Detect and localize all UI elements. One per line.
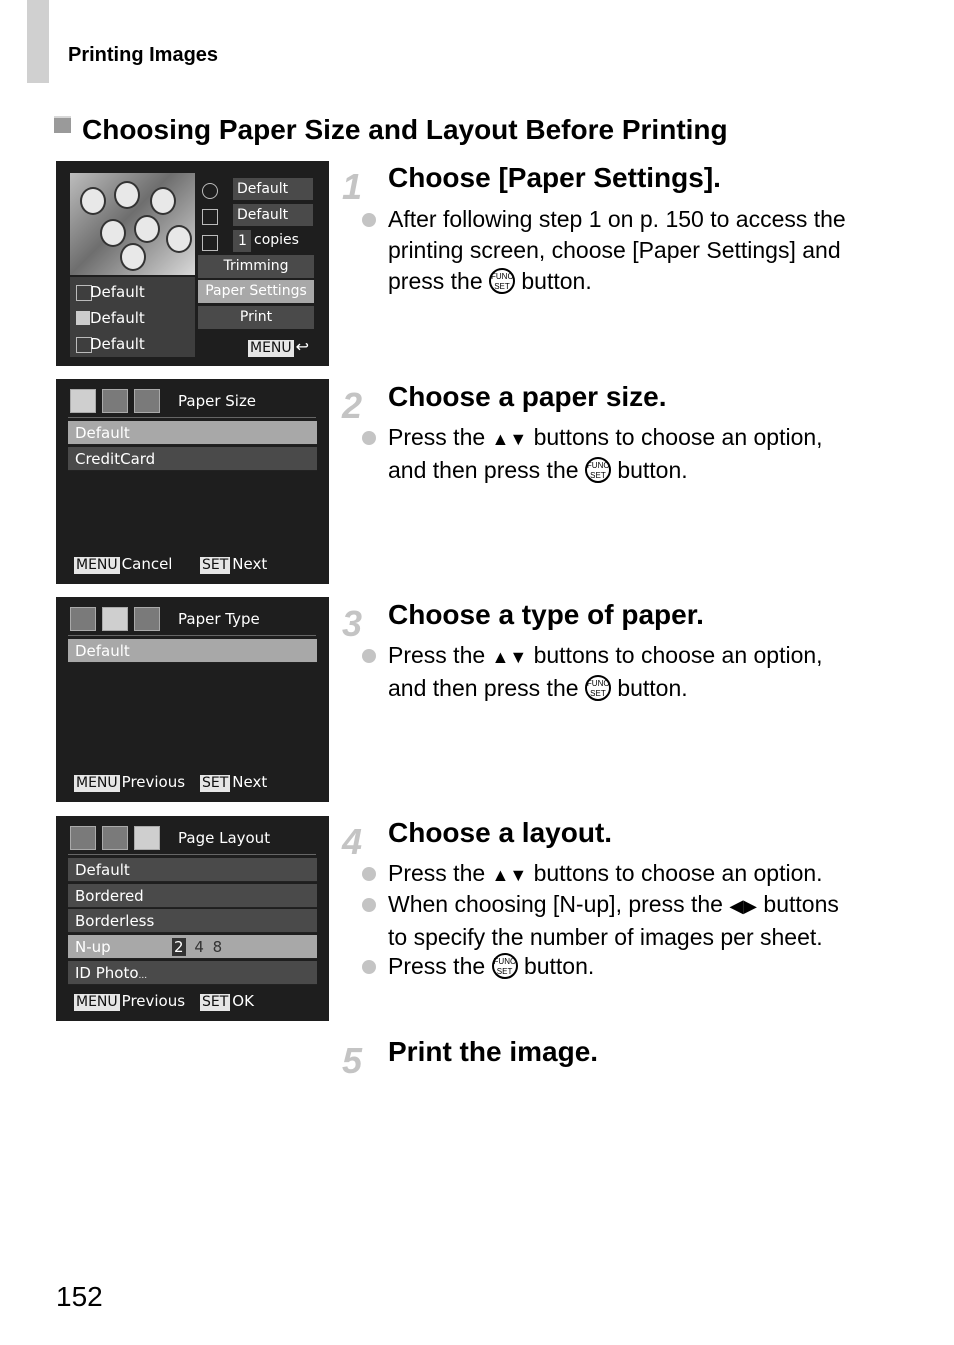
up-down-arrows-icon: ▲▼ bbox=[491, 647, 528, 667]
face-icon bbox=[100, 219, 126, 247]
bullet-text: Press the bbox=[388, 424, 486, 450]
step-number: 3 bbox=[342, 603, 363, 644]
step-title: Choose a paper size. bbox=[388, 381, 667, 412]
previous-button[interactable] bbox=[74, 992, 185, 1011]
ok-label: OK bbox=[232, 992, 254, 1010]
paper-size-tab-icon bbox=[70, 826, 96, 850]
next-button[interactable] bbox=[200, 773, 267, 792]
option-default[interactable]: Default bbox=[68, 639, 317, 663]
set-key-label: SET bbox=[202, 557, 229, 573]
bullet-text: buttons to specify the number of images per sheet. bbox=[388, 891, 839, 950]
paper-size-tab-icon bbox=[70, 389, 96, 413]
return-arrow-icon: ↩ bbox=[295, 337, 310, 356]
page-layout-tab-icon bbox=[134, 607, 160, 631]
print-image-thumbnail bbox=[70, 173, 195, 275]
paper-type-icon bbox=[76, 311, 90, 325]
face-icon bbox=[120, 243, 146, 271]
set-key-label: SET bbox=[202, 994, 229, 1010]
next-label: Next bbox=[232, 555, 268, 573]
copies-count[interactable]: 1 bbox=[233, 230, 251, 252]
bullet-text: buttons to choose an option, and then press the bbox=[388, 424, 823, 483]
bullet-text: Press the bbox=[388, 860, 486, 886]
screen-title: Page Layout bbox=[178, 829, 271, 847]
menu-key-label: MENU bbox=[76, 557, 118, 573]
n-up-value[interactable]: 4 bbox=[194, 938, 204, 956]
menu-back-button[interactable] bbox=[248, 337, 309, 357]
face-icon bbox=[166, 225, 192, 253]
step-bullet bbox=[362, 858, 852, 891]
step-number: 4 bbox=[342, 821, 363, 862]
menu-key-label: MENU bbox=[76, 775, 118, 791]
bullet-text: When choosing [N-up], press the bbox=[388, 891, 723, 917]
paper-type-tab-icon bbox=[102, 389, 128, 413]
set-key-label: SET bbox=[202, 775, 229, 791]
previous-label: Previous bbox=[121, 773, 186, 791]
step-bullet bbox=[362, 422, 852, 486]
screen-title: Paper Size bbox=[178, 392, 257, 410]
file-number-setting[interactable]: Default bbox=[233, 204, 313, 226]
paper-settings-button[interactable]: Paper Settings bbox=[198, 280, 314, 303]
face-icon bbox=[134, 215, 160, 243]
step-number: 2 bbox=[342, 385, 363, 426]
copies-icon bbox=[202, 235, 218, 251]
step-bullet bbox=[362, 640, 852, 704]
page-number: 152 bbox=[56, 1281, 103, 1312]
step-title: Choose a layout. bbox=[388, 817, 613, 848]
bullet-text: button. bbox=[617, 675, 688, 701]
face-icon bbox=[114, 181, 140, 209]
print-button[interactable]: Print bbox=[198, 306, 314, 329]
date-setting[interactable]: Default bbox=[233, 178, 313, 200]
next-label: Next bbox=[232, 773, 268, 791]
page-layout-tab-icon bbox=[134, 826, 160, 850]
paper-size-value: Default bbox=[90, 283, 145, 301]
paper-type-tab-icon bbox=[102, 607, 128, 631]
trimming-button[interactable]: Trimming bbox=[198, 255, 314, 278]
option-id-photo[interactable]: ID Photo... bbox=[68, 961, 317, 985]
bullet-text: After following step 1 on p. 150 to access the printing screen, choose [Paper Settings] and press the bbox=[388, 206, 846, 294]
header-tab-marker bbox=[27, 0, 49, 83]
page-layout-tab-icon bbox=[134, 389, 160, 413]
camera-screen-paper-type bbox=[56, 597, 329, 802]
paper-type-tab-icon bbox=[102, 826, 128, 850]
page-layout-value: Default bbox=[90, 335, 145, 353]
paper-settings-summary bbox=[70, 277, 195, 357]
id-photo-label: ID Photo bbox=[75, 964, 139, 982]
option-default[interactable]: Default bbox=[68, 858, 317, 882]
copies-label: copies bbox=[254, 232, 299, 248]
bullet-text: button. bbox=[617, 457, 688, 483]
step-bullet bbox=[362, 204, 852, 297]
func-set-button-icon: FUNC SET bbox=[585, 675, 611, 701]
bullet-text: Press the bbox=[388, 642, 486, 668]
date-icon bbox=[202, 183, 218, 199]
func-set-button-icon: FUNC SET bbox=[585, 457, 611, 483]
previous-label: Previous bbox=[121, 992, 186, 1010]
cancel-button[interactable] bbox=[74, 555, 172, 574]
bullet-text: Press the bbox=[388, 953, 486, 979]
step-number: 5 bbox=[342, 1040, 363, 1081]
option-default[interactable]: Default bbox=[68, 421, 317, 445]
step-number: 1 bbox=[342, 166, 363, 207]
next-button[interactable] bbox=[200, 555, 267, 574]
menu-key-label: MENU bbox=[250, 340, 292, 356]
bullet-text: buttons to choose an option. bbox=[533, 860, 823, 886]
ok-button[interactable] bbox=[200, 992, 254, 1011]
face-icon bbox=[150, 187, 176, 215]
camera-screen-page-layout bbox=[56, 816, 329, 1021]
func-set-button-icon: FUNC SET bbox=[489, 268, 515, 294]
up-down-arrows-icon: ▲▼ bbox=[491, 429, 528, 449]
option-borderless[interactable]: Borderless bbox=[68, 909, 317, 933]
page-title: Choosing Paper Size and Layout Before Printing bbox=[82, 114, 728, 145]
step-bullet bbox=[362, 951, 852, 982]
option-creditcard[interactable]: CreditCard bbox=[68, 447, 317, 471]
camera-screen-paper-size bbox=[56, 379, 329, 584]
section-header: Printing Images bbox=[68, 44, 219, 66]
left-right-arrows-icon: ◀▶ bbox=[729, 896, 758, 916]
camera-screen-print-menu bbox=[56, 161, 329, 366]
step-title: Choose a type of paper. bbox=[388, 599, 704, 630]
cancel-label: Cancel bbox=[121, 555, 173, 573]
screen-title: Paper Type bbox=[178, 610, 260, 628]
step-title: Choose [Paper Settings]. bbox=[388, 162, 721, 193]
n-up-value-selected[interactable]: 2 bbox=[174, 938, 184, 956]
bullet-text: buttons to choose an option, and then press the bbox=[388, 642, 823, 701]
bullet-text: button. bbox=[521, 268, 592, 294]
func-set-button-icon: FUNC SET bbox=[492, 953, 518, 979]
option-bordered[interactable]: Bordered bbox=[68, 884, 317, 908]
paper-size-tab-icon bbox=[70, 607, 96, 631]
menu-key-label: MENU bbox=[76, 994, 118, 1010]
face-icon bbox=[80, 187, 106, 215]
up-down-arrows-icon: ▲▼ bbox=[491, 865, 528, 885]
bullet-text: button. bbox=[523, 953, 595, 979]
previous-button[interactable] bbox=[74, 773, 185, 792]
step-bullet bbox=[362, 889, 852, 953]
paper-type-value: Default bbox=[90, 309, 145, 327]
title-square-icon bbox=[54, 116, 71, 133]
step-title: Print the image. bbox=[388, 1036, 599, 1067]
file-number-icon bbox=[202, 209, 218, 225]
n-up-value[interactable]: 8 bbox=[212, 938, 223, 956]
n-up-label: N-up bbox=[75, 938, 111, 956]
option-n-up[interactable] bbox=[68, 935, 317, 959]
